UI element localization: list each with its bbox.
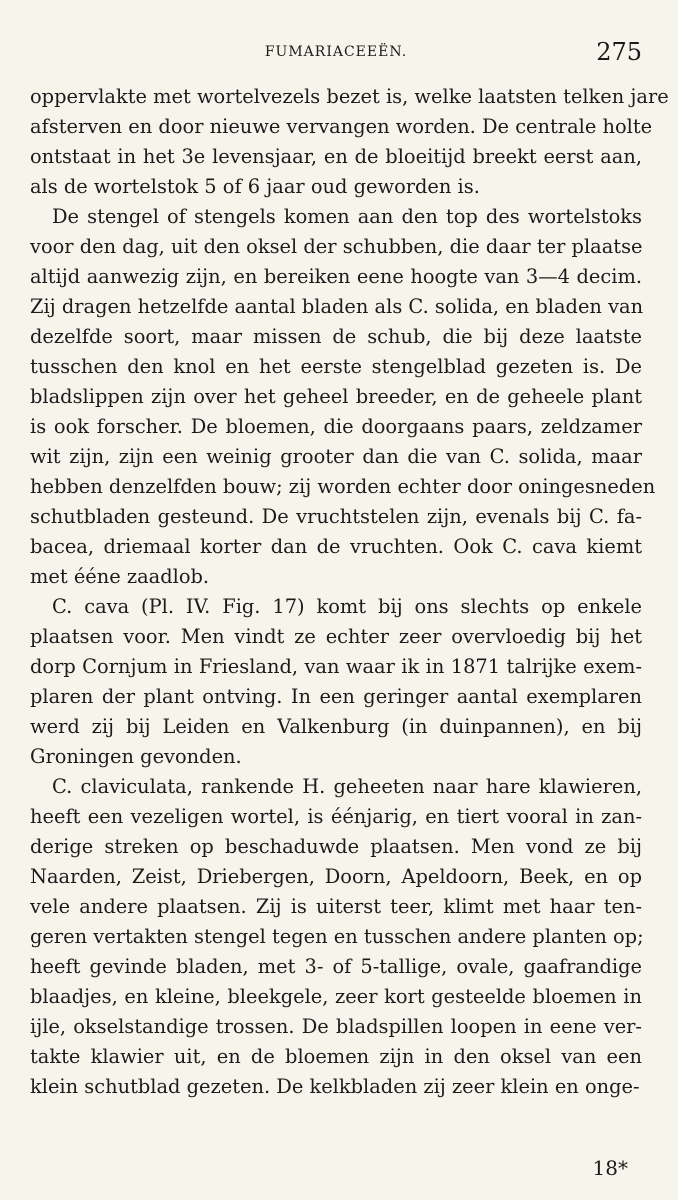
- text-line: bacea, driemaal korter dan de vruchten. Ook C. cava kiemt: [30, 535, 642, 558]
- text-line: vele andere plaatsen. Zij is uiterst teer, klimt met haar ten-: [30, 895, 642, 918]
- text-line: dezelfde soort, maar missen de schub, die bij deze laatste: [30, 325, 642, 348]
- text-line: C. claviculata, rankende H. geheeten naar hare klawieren,: [52, 775, 642, 798]
- text-line: blaadjes, en kleine, bleekgele, zeer kort gesteelde bloemen in: [30, 985, 642, 1008]
- text-line: Zij dragen hetzelfde aantal bladen als C. solida, en bladen van: [30, 295, 644, 318]
- paragraph: [30, 202, 656, 592]
- text-line: dorp Cornjum in Friesland, van waar ik in 1871 talrijke exem-: [30, 655, 642, 678]
- text-line: plaren der plant ontving. In een geringer aantal exemplaren: [30, 685, 642, 708]
- text-line: met ééne zaadlob.: [30, 565, 210, 588]
- text-line: oppervlakte met wortelvezels bezet is, welke laatsten telken jare: [30, 85, 669, 108]
- paragraph: [30, 772, 642, 1102]
- paragraph: [30, 82, 669, 202]
- text-line: bladslippen zijn over het geheel breeder, en de geheele plant: [30, 385, 642, 408]
- page-number: 275: [596, 38, 642, 66]
- text-line: De stengel of stengels komen aan den top des wortelstoks: [52, 205, 642, 228]
- text-line: geren vertakten stengel tegen en tusschen andere planten op;: [30, 925, 644, 948]
- text-line: klein schutblad gezeten. De kelkbladen zij zeer klein en onge-: [30, 1075, 640, 1098]
- running-head: FUMARIACEEËN.: [264, 44, 408, 60]
- text-line: wit zijn, zijn een weinig grooter dan die van C. solida, maar: [30, 445, 642, 468]
- text-line: ontstaat in het 3e levensjaar, en de bloeitijd breekt eerst aan,: [30, 145, 642, 168]
- text-line: als de wortelstok 5 of 6 jaar oud geworden is.: [30, 175, 480, 198]
- page-header: [30, 38, 642, 78]
- text-line: is ook forscher. De bloemen, die doorgaans paars, zeldzamer: [30, 415, 642, 438]
- text-line: plaatsen voor. Men vindt ze echter zeer overvloedig bij het: [30, 625, 642, 648]
- text-line: hebben denzelfden bouw; zij worden echter door oningesneden: [30, 475, 656, 498]
- text-line: schutbladen gesteund. De vruchtstelen zijn, evenals bij C. fa-: [30, 505, 642, 528]
- paragraph: [30, 592, 642, 772]
- text-line: altijd aanwezig zijn, en bereiken eene hoogte van 3—4 decim.: [30, 265, 642, 288]
- text-line: werd zij bij Leiden en Valkenburg (in duinpannen), en bij: [30, 715, 642, 738]
- text-line: takte klawier uit, en de bloemen zijn in den oksel van een: [30, 1045, 642, 1068]
- body-text: [30, 82, 669, 1102]
- text-line: afsterven en door nieuwe vervangen worden. De centrale holte: [30, 115, 653, 138]
- text-line: tusschen den knol en het eerste stengelblad gezeten is. De: [30, 355, 642, 378]
- signature-mark: 18*: [592, 1156, 628, 1180]
- text-line: derige streken op beschaduwde plaatsen. Men vond ze bij: [30, 835, 642, 858]
- text-line: heeft een vezeligen wortel, is éénjarig, en tiert vooral in zan-: [30, 805, 642, 828]
- text-line: Groningen gevonden.: [30, 745, 242, 768]
- text-line: heeft gevinde bladen, met 3- of 5-tallige, ovale, gaafrandige: [30, 955, 642, 978]
- text-line: C. cava (Pl. IV. Fig. 17) komt bij ons slechts op enkele: [52, 595, 642, 618]
- text-line: ijle, okselstandige trossen. De bladspillen loopen in eene ver-: [30, 1015, 642, 1038]
- text-line: Naarden, Zeist, Driebergen, Doorn, Apeldoorn, Beek, en op: [30, 865, 642, 888]
- text-line: voor den dag, uit den oksel der schubben, die daar ter plaatse: [30, 235, 643, 258]
